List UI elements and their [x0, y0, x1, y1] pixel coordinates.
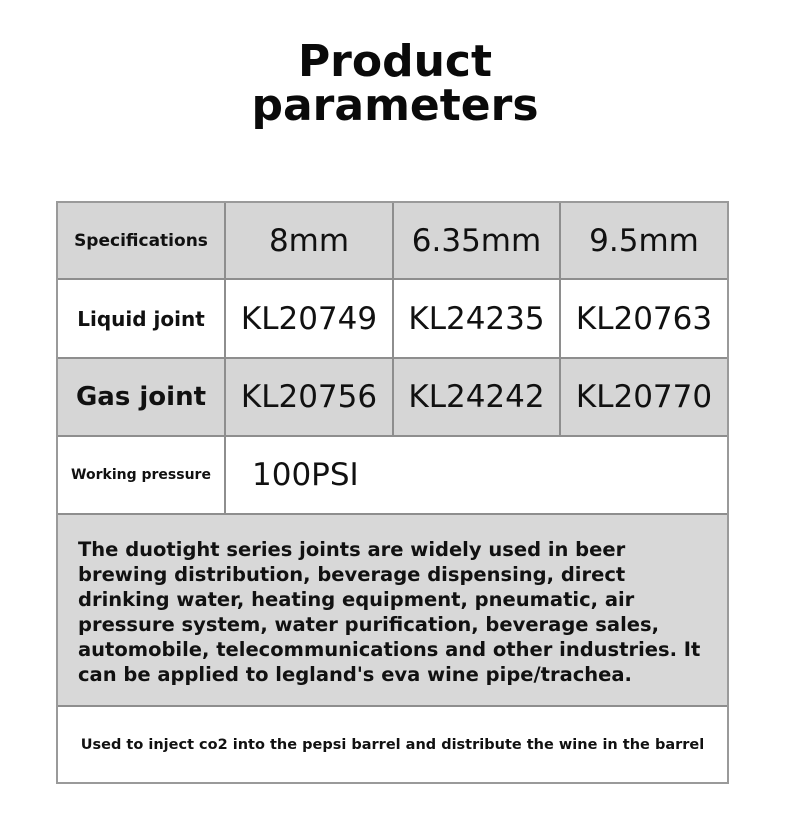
- working-pressure-value-cell: 100PSI: [226, 437, 727, 515]
- row-label-specifications: Specifications: [58, 203, 226, 280]
- page-title: [0, 36, 790, 131]
- row-label-gas-joint: Gas joint: [58, 359, 226, 437]
- row-label-working-pressure: Working pressure: [58, 437, 226, 515]
- table-row-liquid-joint: [58, 280, 727, 359]
- parameters-table: [56, 201, 729, 784]
- usage-note: Used to inject co2 into the pepsi barrel and distribute the wine in the barrel: [80, 736, 705, 753]
- spec-cell: 9.5mm: [561, 203, 727, 280]
- gas-joint-cell: KL20770: [561, 359, 727, 437]
- description-text: The duotight series joints are widely used in beer brewing distribution, beverage dispensing, direct drinking water, heating equipment, pneumatic, air pressure system, water purification, beverage sales, automobile, telecommunications and other industries. It can be applied to legland's eva wine pipe/trachea.: [58, 515, 727, 707]
- spec-cell: 8mm: [226, 203, 394, 280]
- table-row-specifications: [58, 203, 727, 280]
- title-line-2: parameters: [251, 80, 539, 131]
- liquid-joint-cell: KL24235: [394, 280, 561, 359]
- liquid-joint-cell: KL20763: [561, 280, 727, 359]
- gas-joint-cell: KL20756: [226, 359, 394, 437]
- row-label-liquid-joint: Liquid joint: [58, 280, 226, 359]
- title-line-1: Product: [297, 36, 493, 87]
- table-row-working-pressure: [58, 437, 727, 515]
- table-row-gas-joint: [58, 359, 727, 437]
- spec-cell: 6.35mm: [394, 203, 561, 280]
- liquid-joint-cell: KL20749: [226, 280, 394, 359]
- gas-joint-cell: KL24242: [394, 359, 561, 437]
